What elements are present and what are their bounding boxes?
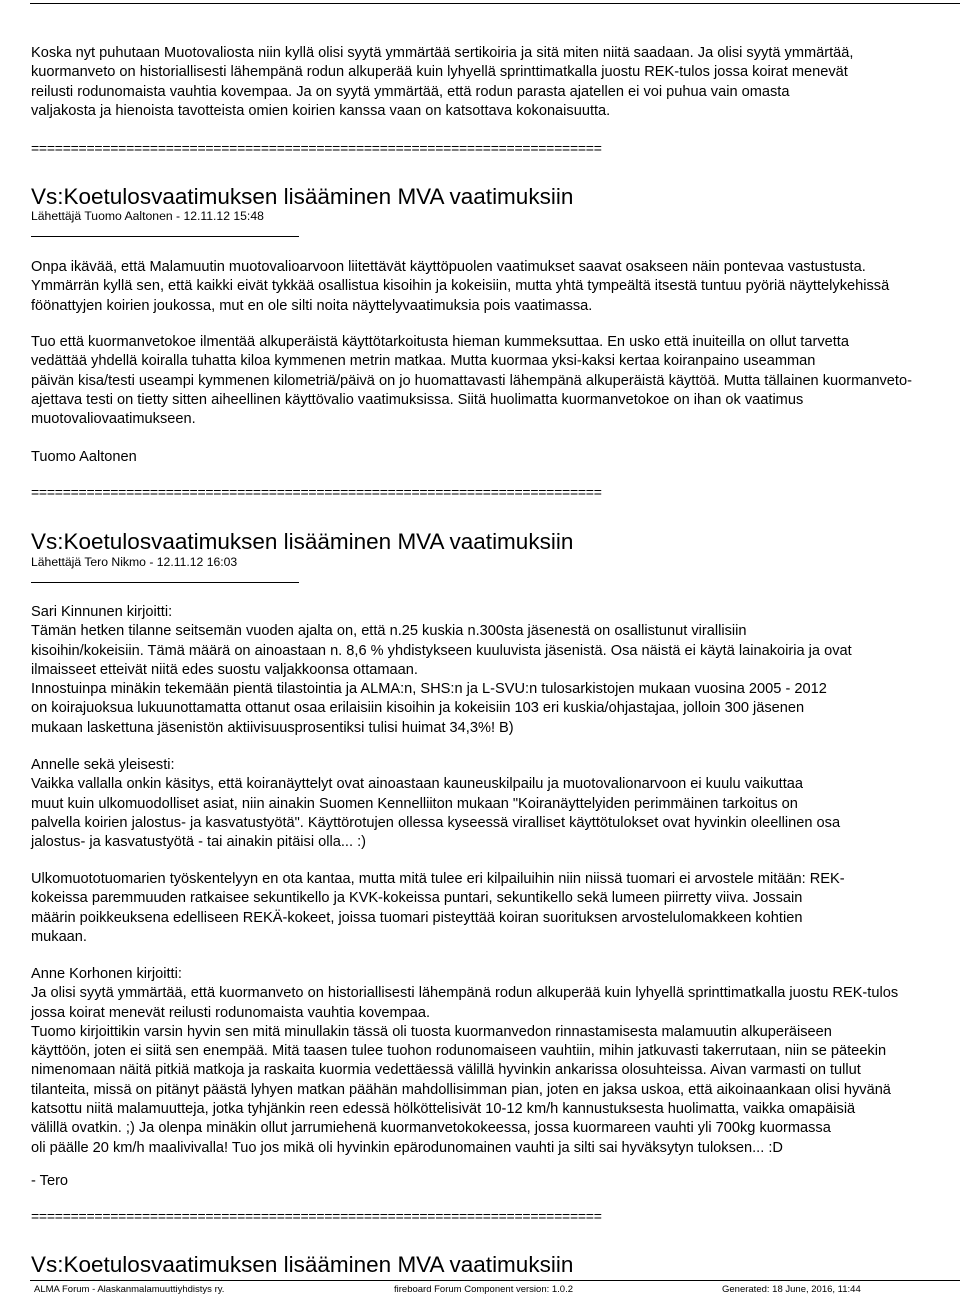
separator-line: ======================================================================== [31,140,602,156]
text-line: Koska nyt puhutaan Muotovaliosta niin kyllä olisi syytä ymmärtää sertikoiria ja sitä miten niitä saadaan. Ja olisi syytä ymmärtää, [31,45,854,61]
separator-line: ======================================================================== [31,484,602,500]
text-line: ilmaisseet etteivät niitä edes suostu valjakkoonsa ottamaan. [31,661,418,678]
text-line: määrin poikkeuksena edelliseen REKÄ-kokeet, joissa tuomari pisteyttää koiran suorituksen arvostelulomakkeen kohtien [31,909,803,926]
text-line: välillä ovatkin. ;) Ja olenpa minäkin ollut jarrumiehenä kuormanvetokokeessa, jossa kuormareen vauhti yli 700kg kuormassa [31,1120,831,1137]
text-line: valjakosta ja hienoista tavotteista omien koirien kanssa vaan on katsottava kokonaisuutta. [31,102,611,119]
post-divider [31,582,299,583]
text-line: mukaan. [31,928,87,945]
post-paragraph [31,870,845,947]
text-line: palvella koirien jalostus- ja kasvatustyötä". Käyttörotujen ollessa kyseessä viralliset käyttötulokset ovat hyvinkin oleellinen osa [31,814,841,831]
post-title: Vs:Koetulosvaatimuksen lisääminen MVA vaatimuksiin [31,1252,574,1277]
text-line: kisoihin/kokeisiin. Tämä määrä on ainoastaan n. 8,6 % yhdistykseen kuuluvista jäsenistä. Osa näistä ei käytä lainakoiria ja ovat [31,642,852,659]
post-paragraph [31,258,889,316]
post-paragraph [31,965,898,1158]
text-line: mukaan laskettuna jäsenistön aktiivisuusprosentiksi tulisi huimat 34,3%! B) [31,719,514,736]
footer-border [30,1280,960,1281]
post-paragraph [31,603,852,738]
post-signature: Tuomo Aaltonen [31,449,137,465]
text-line: ajettava testi on tietty sitten aiheellinen käyttövalio vaatimuksissa. Siitä huolimatta kuormanvetokoe on ihan ok vaatimus [31,391,804,408]
post-signature: - Tero [31,1173,69,1189]
text-line: Ymmärrän kyllä sen, että kaikki eivät tykkää osallistua kisoihin ja kokeisiin, mutta yhtä tympeältä itsestä tuntuu pyöriä näyttelykehissä [31,278,890,295]
text-line: reilusti rodunomaista vauhtia kovempaa. Ja on syytä ymmärtää, että rodun parasta ajatellen ei voi puhua vain omasta [31,83,790,100]
text-line: Ulkomuototuomarien työskentelyyn en ota kantaa, mutta mitä tulee eri kilpailuihin niin niissä tuomari ei arvostele mitään: REK- [31,871,845,887]
footer-generated-date: Generated: 18 June, 2016, 11:44 [722,1284,861,1295]
text-line: käyttöön, joten ei siitä sen enempää. Mitä taasen tulee tuohon rodunomaiseen vauhtiin, mihin jatkuvasti takerrutaan, niin se päteekin [31,1043,887,1060]
footer-site-name: ALMA Forum - Alaskanmalamuuttiyhdistys ry. [34,1284,225,1295]
post-paragraph [31,756,840,852]
text-line: nimenomaan näitä pitkiä matkoja ja raskaita kuormia vedettäessä välillä hyvinkin ankarissa olosuhteissa. Aivan varmasti on tullut [31,1062,861,1079]
text-line: Ja olisi syytä ymmärtää, että kuormanveto on historiallisesti lähempänä rodun alkuperää kuin lyhyellä sprinttimatkalla juostu REK-tulos [31,985,899,1002]
text-line: Tämän hetken tilanne seitsemän vuoden ajalta on, että n.25 kuskia n.300sta jäsenestä on osallistunut virallisiin [31,623,747,640]
text-line: kokeissa paremmuuden ratkaisee sekuntikello ja KVK-kokeissa puntari, sekuntikello sekä lumeen piirretty viiva. Jossain [31,890,803,907]
text-line: tilanteita, missä on pitänyt päästä lyhyen matkan päähän mahdollisimman pian, joten en jaksa uskoa, että aikoinaankaan olisi hyvänä [31,1081,891,1098]
quote-author: Sari Kinnunen kirjoitti: [31,604,173,620]
text-line: Onpa ikävää, että Malamuutin muotovalioarvoon liitettävät käyttöpuolen vaatimukset saavat osakseen näin pontevaa vastustusta. [31,259,866,275]
post-divider [31,236,299,237]
post-meta: Lähettäjä Tero Nikmo - 12.11.12 16:03 [31,555,238,569]
text-line: kuormanveto on historiallisesti lähempänä rodun alkuperää kuin lyhyellä sprinttimatkalla juostu REK-tulos jossa koirat menevät [31,64,848,81]
top-border [30,3,960,4]
footer-component-version: fireboard Forum Component version: 1.0.2 [394,1284,574,1295]
separator-line: ======================================================================== [31,1208,602,1224]
intro-paragraph [31,44,853,121]
text-line: Tuo että kuormanvetokoe ilmentää alkuperäistä käyttötarkoitusta hieman kummeksuttaa. En usko että inuiteilla on ollut tarvetta [31,334,849,350]
text-line: Tuomo kirjoittikin varsin hyvin sen mitä minullakin tässä oli tuosta kuormanvedon rinnastamisesta malamuutin alkuperäiseen [31,1023,832,1040]
post-meta: Lähettäjä Tuomo Aaltonen - 12.11.12 15:48 [31,209,264,223]
post-title: Vs:Koetulosvaatimuksen lisääminen MVA vaatimuksiin [31,184,574,209]
quote-author: Anne Korhonen kirjoitti: [31,966,182,982]
text-line: on koirajuoksua lukuunottamatta ottanut osaa erilaisiin kisoihin ja kokeisiin 103 eri kuskia/ohjastajaa, jolloin 300 jäsenen [31,700,805,717]
text-line: muotovaliovaatimukseen. [31,411,196,428]
text-line: oli päälle 20 km/h maalivivalla! Tuo jos mikä oli hyvinkin epärodunomainen vauhti ja silti sai hyväksytyn tuloksen... :D [31,1139,783,1156]
text-line: katsottu niitä malamuutteja, jotka tyhjänkin reen edessä hölköttelisivät 10-12 km/h kannustuksesta huolimatta, vaikka omapäisiä [31,1101,856,1118]
text-line: Annelle sekä yleisesti: [31,757,175,773]
post-title: Vs:Koetulosvaatimuksen lisääminen MVA vaatimuksiin [31,529,574,554]
text-line: föönattyjen koirien joukossa, mut en ole silti noita näyttelyvaatimuksia pois vaatimassa. [31,297,593,314]
text-line: päivän kisa/testi useampi kymmenen kilometriä/päivä on jo huomattavasti lähempänä alkuperäistä käyttöä. Mutta tällainen kuormanveto- [31,372,912,389]
text-line: muut kuin ulkomuodolliset asiat, niin ainakin Suomen Kennelliiton mukaan "Koiranäyttelyiden perimmäinen tarkoitus on [31,795,798,812]
text-line: Vaikka vallalla onkin käsitys, että koiranäyttelyt ovat ainoastaan kauneuskilpailu ja muotovalionarvoon ei kuulu vaikuttaa [31,776,804,793]
text-line: jalostus- ja kasvatustyötä - tai ainakin pitäisi olla... :) [31,834,366,851]
text-line: Innostuinpa minäkin tekemään pientä tilastointia ja ALMA:n, SHS:n ja L-SVU:n tulosarkistojen mukaan vuosina 2005 - 2012 [31,681,827,698]
text-line: jossa koirat menevät reilusti rodunomaista vauhtia kovempaa. [31,1004,431,1021]
post-paragraph [31,333,912,429]
text-line: vedättää yhdellä koiralla tuhatta kiloa kymmenen metrin matkaa. Mutta kuormaa yksi-kaksi kertaa koiranpaino useamman [31,353,816,370]
